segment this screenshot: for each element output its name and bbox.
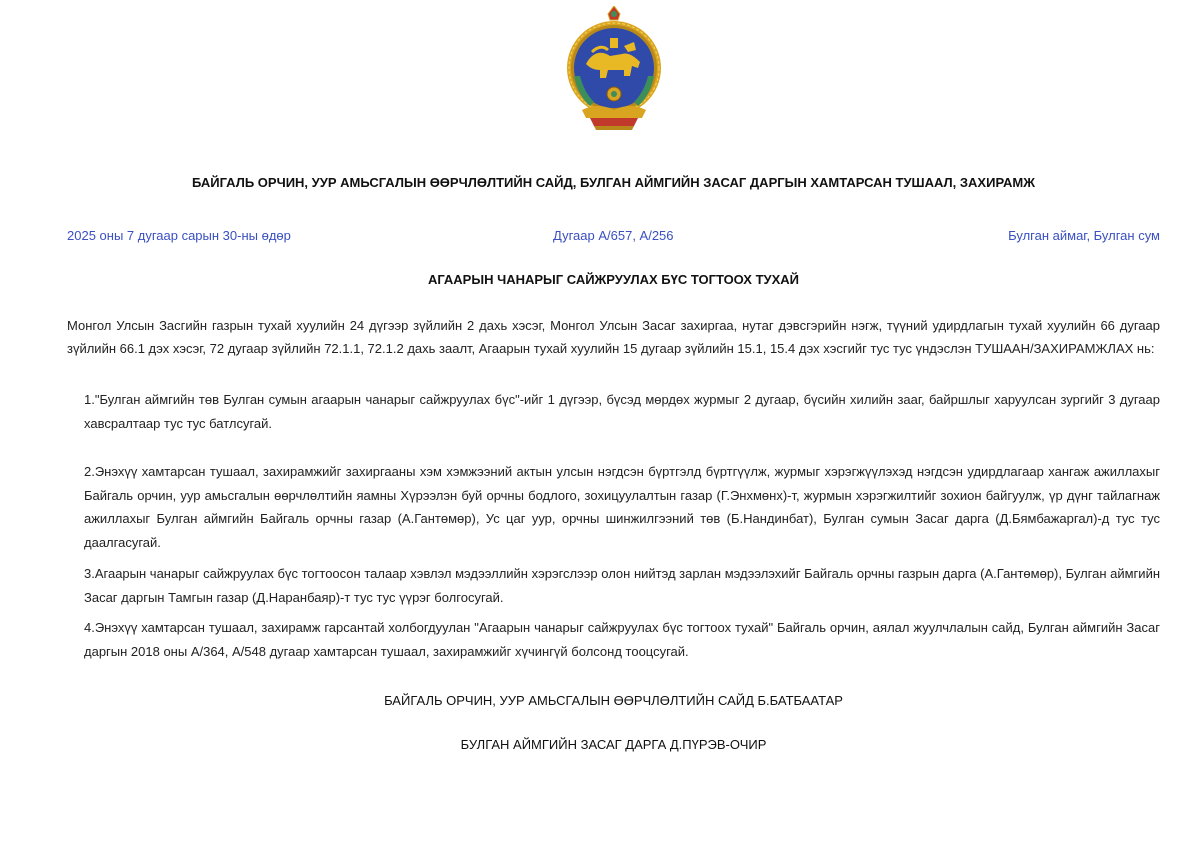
state-emblem-icon [564,6,664,130]
order-item-3: 3.Агаарын чанарыг сайжруулах бүс тогтоосон талаар хэвлэл мэдээллийн хэрэгслээр олон нийтэд зарлан мэдээлэхийг Байгаль орчны газрын дарга (А.Гантөмөр), Булган аймгийн Засаг даргын Тамгын газар (Д.Наранбаяр)-т тус тус үүрэг болгосугай. [84,566,1161,605]
document-intro: Монгол Улсын Засгийн газрын тухай хуулийн 24 дүгээр зүйлийн 2 дахь хэсэг, Монгол Улсын Засаг захиргаа, нутаг дэвсгэрийн нэгж, түүний удирдлагын тухай хуулийн 66 дугаар зүйлийн 66.1 дэх хэсэг, 72 дугаар зүйлийн 72.1.1, 72.1.2 дахь заалт, Агаарын тухай хуулийн 15 дугаар зүйлийн 15.1, 15.4 дэх хэсгийг тус тус үндэслэн ТУШААН/ЗАХИРАМЖЛАХ нь: [67,318,1160,356]
order-item-2: 2.Энэхүү хамтарсан тушаал, захирамжийг захиргааны хэм хэмжээний актын улсын нэгдсэн бүртгэлд бүртгүүлж, журмыг хэрэгжүүлэхэд нэгдсэн удирдлагаар хангаж ажиллахыг Байгаль орчин, уур амьсгалын өөрчлөлтийн яамны Хүрээлэн буй орчны бодлого, зохицуулалтын газар (Г.Энхмөнх)-т, журмын хэрэгжилтийг зохион байгуулж, үр дүнг тайлагнаж ажиллахыг Булган аймгийн Байгаль орчны газар (А.Гантөмөр), Ус цаг уур, орчны шинжилгээний төв (Б.Нандинбат), Булган сумын Засаг дарга (Д.Бямбажаргал)-д тус тус даалгасугай. [84,464,1160,550]
document-place: Булган аймаг, Булган сум [1008,228,1160,243]
document-subject: АГААРЫН ЧАНАРЫГ САЙЖРУУЛАХ БҮС ТОГТООХ ТУХАЙ [427,272,800,287]
document-date: 2025 оны 7 дугаар сарын 30-ны өдөр [67,228,291,243]
order-item-1: 1."Булган аймгийн төв Булган сумын агаарын чанарыг сайжруулах бүс"-ийг 1 дүгээр, бүсэд мөрдөх журмыг 2 дугаар, бүсийн хилийн зааг, байршлыг харуулсан зургийг 3 дугаар хавсралтаар тус тус батлсугай. [84,392,1160,431]
emblem-container [0,6,1192,133]
order-item-4: 4.Энэхүү хамтарсан тушаал, захирамж гарсантай холбогдуулан "Агаарын чанарыг сайжруулах бүс тогтоох тухай" Байгаль орчин, аялал жуулчлалын сайд, Булган аймгийн Засаг даргын 2018 оны А/364, А/548 дугаар хамтарсан тушаал, захирамжийг хүчингүй болсонд тооцсугай. [84,620,1160,659]
signature-minister: БАЙГАЛЬ ОРЧИН, УУР АМЬСГАЛЫН ӨӨРЧЛӨЛТИЙН САЙД Б.БАТБААТАР [384,693,843,708]
signature-governor: БУЛГАН АЙМГИЙН ЗАСАГ ДАРГА Д.ПҮРЭВ-ОЧИР [460,737,767,752]
document-title: БАЙГАЛЬ ОРЧИН, УУР АМЬСГАЛЫН ӨӨРЧЛӨЛТИЙН САЙД, БУЛГАН АЙМГИЙН ЗАСАГ ДАРГЫН ХАМТАРСАН ТУШААЛ, ЗАХИРАМЖ [192,175,1035,190]
document-number: Дугаар А/657, А/256 [553,228,674,243]
document-meta-row [67,228,1160,243]
